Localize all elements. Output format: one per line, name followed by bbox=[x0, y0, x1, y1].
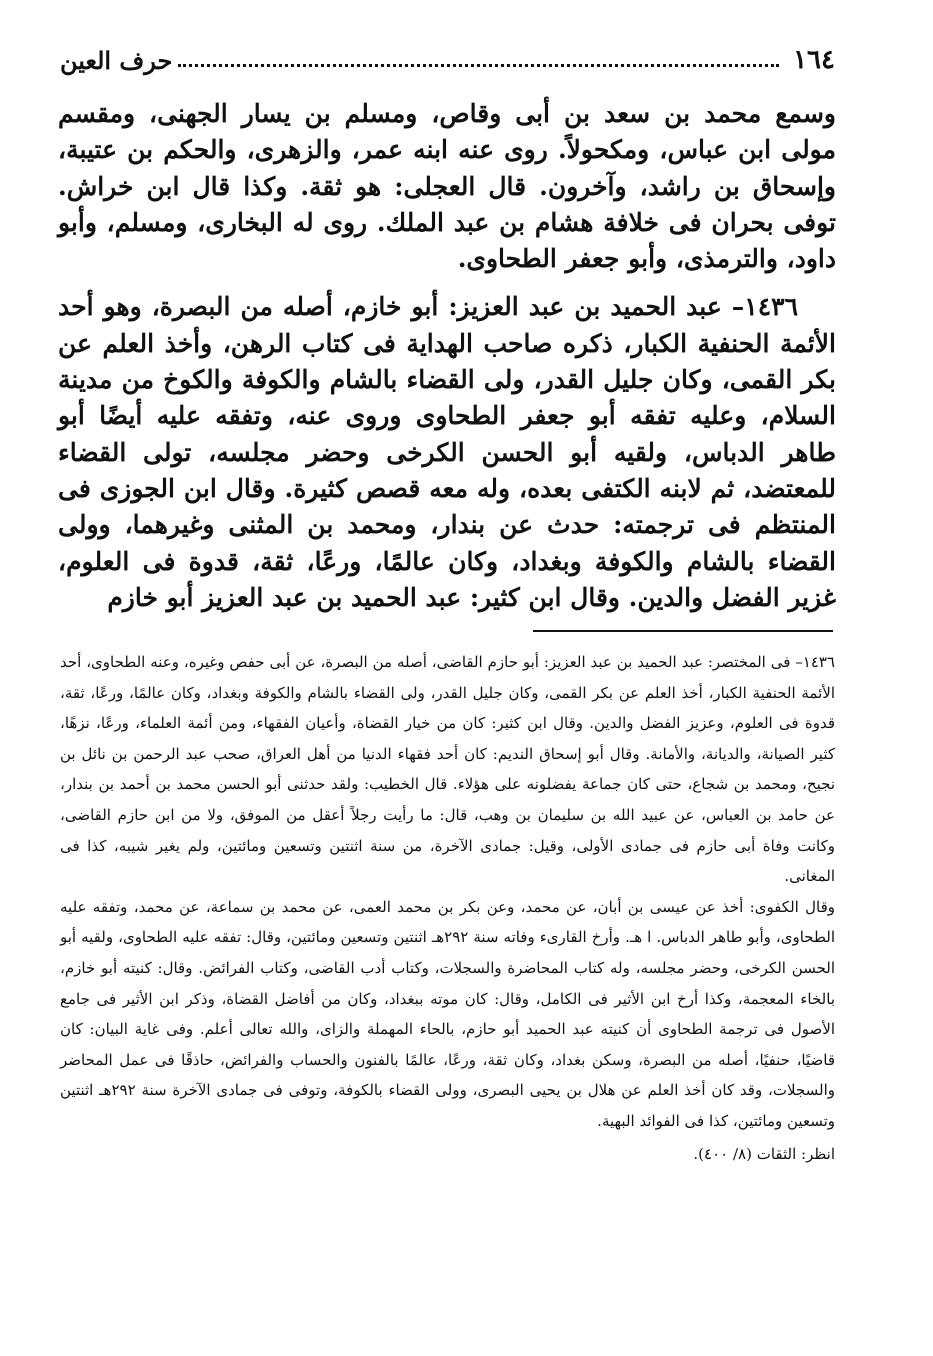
footnote-kafawi: وقال الكفوى: أخذ عن عيسى بن أبان، عن محمد، وعن بكر بن محمد العمى، عن محمد بن سماعة، عن محمد، وتفقه عليه الطحاوى، وأبو طاهر الدباس. ا هـ. وأرخ القارىء وفاته سنة ٢٩٢هـ اثنتين وتسعين ومائتين، وقال: تفقه عليه الطحاوى، ولقيه أبو الحسن الكرخى، وحضر مجلسه، وله كتاب المحاضرة والسجلات، وكتاب أدب القاضى، وكتاب الفرائض. وقال: كنيته أبو خازم، بالخاء المعجمة، وكذا أرخ ابن الأثير فى الكامل، وقال: كان موته ببغداد، وكان من أفاضل القضاة، وذكر ابن الأثير فى جامع الأصول فى ترجمة الطحاوى أن كنيته عبد الحميد أبو حازم، بالحاء المهملة والزاى، والله تعالى أعلم. وفى غاية البيان: كان قاضيًا، حنفيًا، أصله من البصرة، وسكن بغداد، وكان ثقة، ورعًا، عالمًا بالفنون والحساب والفرائض، حاذقًا فى عمل المحاضر والسجلات، وقد كان أخذ العلم عن هلال بن يحيى البصرى، وولى القضاء بالكوفة، وتوفى فى جمادى الآخرة سنة ٢٩٢هـ اثنتين وتسعين ومائتين، كذا فى الفوائد البهية. bbox=[60, 897, 836, 1130]
page-number: ١٦٤ bbox=[793, 45, 835, 75]
footnote-divider bbox=[533, 630, 833, 632]
main-paragraph-entry-1436: ١٤٣٦– عبد الحميد بن عبد العزيز: أبو خازم، أصله من البصرة، وهو أحد الأئمة الحنفية الكبار، ذكره صاحب الهداية فى كتاب الرهن، وأخذ العلم عن بكر القمى، وكان جليل القدر، ولى القضاء بالشام والكوفة والكوخ من مدينة السلام، وعليه تفقه أبو جعفر الطحاوى وروى عنه، وتفقه عليه أيضًا أبو طاهر الدباس، ولقيه أبو الحسن الكرخى وحضر مجلسه، تولى القضاء للمعتضد، ثم لابنه الكتفى بعده، وله معه قصص كثيرة. وقال ابن الجوزى فى المنتظم فى ترجمته: حدث عن بندار، ومحمد بن المثنى وغيرهما، وولى القضاء بالشام والكوفة وبغداد، وكان عالمًا، ورعًا، ثقة، قدوة فى العلوم، غزير الفضل والدين. وقال ابن كثير: عبد الحميد بن عبد العزيز أبو خازم bbox=[58, 292, 836, 612]
section-title: حرف العين bbox=[60, 45, 173, 75]
dot-leader bbox=[178, 64, 779, 67]
main-text bbox=[58, 96, 836, 616]
footnotes bbox=[60, 647, 835, 1169]
page-header bbox=[60, 40, 835, 80]
footnote-1436: ١٤٣٦– فى المختصر: عبد الحميد بن عبد العزيز: أبو حازم القاضى، أصله من البصرة، عن أبى حفص وغيره، وعنه الطحاوى، أحد الأئمة الحنفية الكبار، أخذ العلم عن بكر القمى، وكان جليل القدر، ولى القضاء بالشام والكوفة وبغداد، وكان عالمًا، ورعًا، ثقة، قدوة فى العلوم، وعزيز الفضل والدين. وقال ابن كثير: كان من خيار القضاة، وأعيان الفقهاء، ومن أئمة العلماء، ورعًا، نزهًا، كثير الصيانة، والديانة، والأمانة. وقال أبو إسحاق النديم: كان أحد فقهاء الدنيا من أهل العراق، صحب عبد الرحمن بن نائل بن نجيح، ومحمد بن شجاع، حتى كان جماعة يفضلونه على هؤلاء. قال الخطيب: ولقد حدثنى أبو الحسن محمد بن أحمد بن بندار، عن حامد بن العباس، عن عبيد الله بن سليمان بن وهب، قال: ما رأيت رجلاً أعقل من الموفق، ولا من ابن حازم القاضى، وكانت وفاة أبى حازم فى جمادى الأولى، وقيل: جمادى الآخرة، من سنة اثنتين وتسعين ومائتين، ولم يغير شيبه، كذا فى المغانى. bbox=[60, 653, 835, 886]
main-paragraph-continuation: وسمع محمد بن سعد بن أبى وقاص، ومسلم بن يسار الجهنى، ومقسم مولى ابن عباس، ومكحولاً. روى عنه ابنه عمر، والزهرى، والحكم بن عتيبة، وإسحاق بن راشد، وآخرون. قال العجلى: هو ثقة. وكذا قال ابن خراش. توفى بحران فى خلافة هشام بن عبد الملك. روى له البخارى، ومسلم، وأبو داود، والترمذى، وأبو جعفر الطحاوى. bbox=[58, 99, 836, 274]
footnote-reference: انظر: الثقات (٨/ ٤٠٠). bbox=[693, 1144, 835, 1163]
